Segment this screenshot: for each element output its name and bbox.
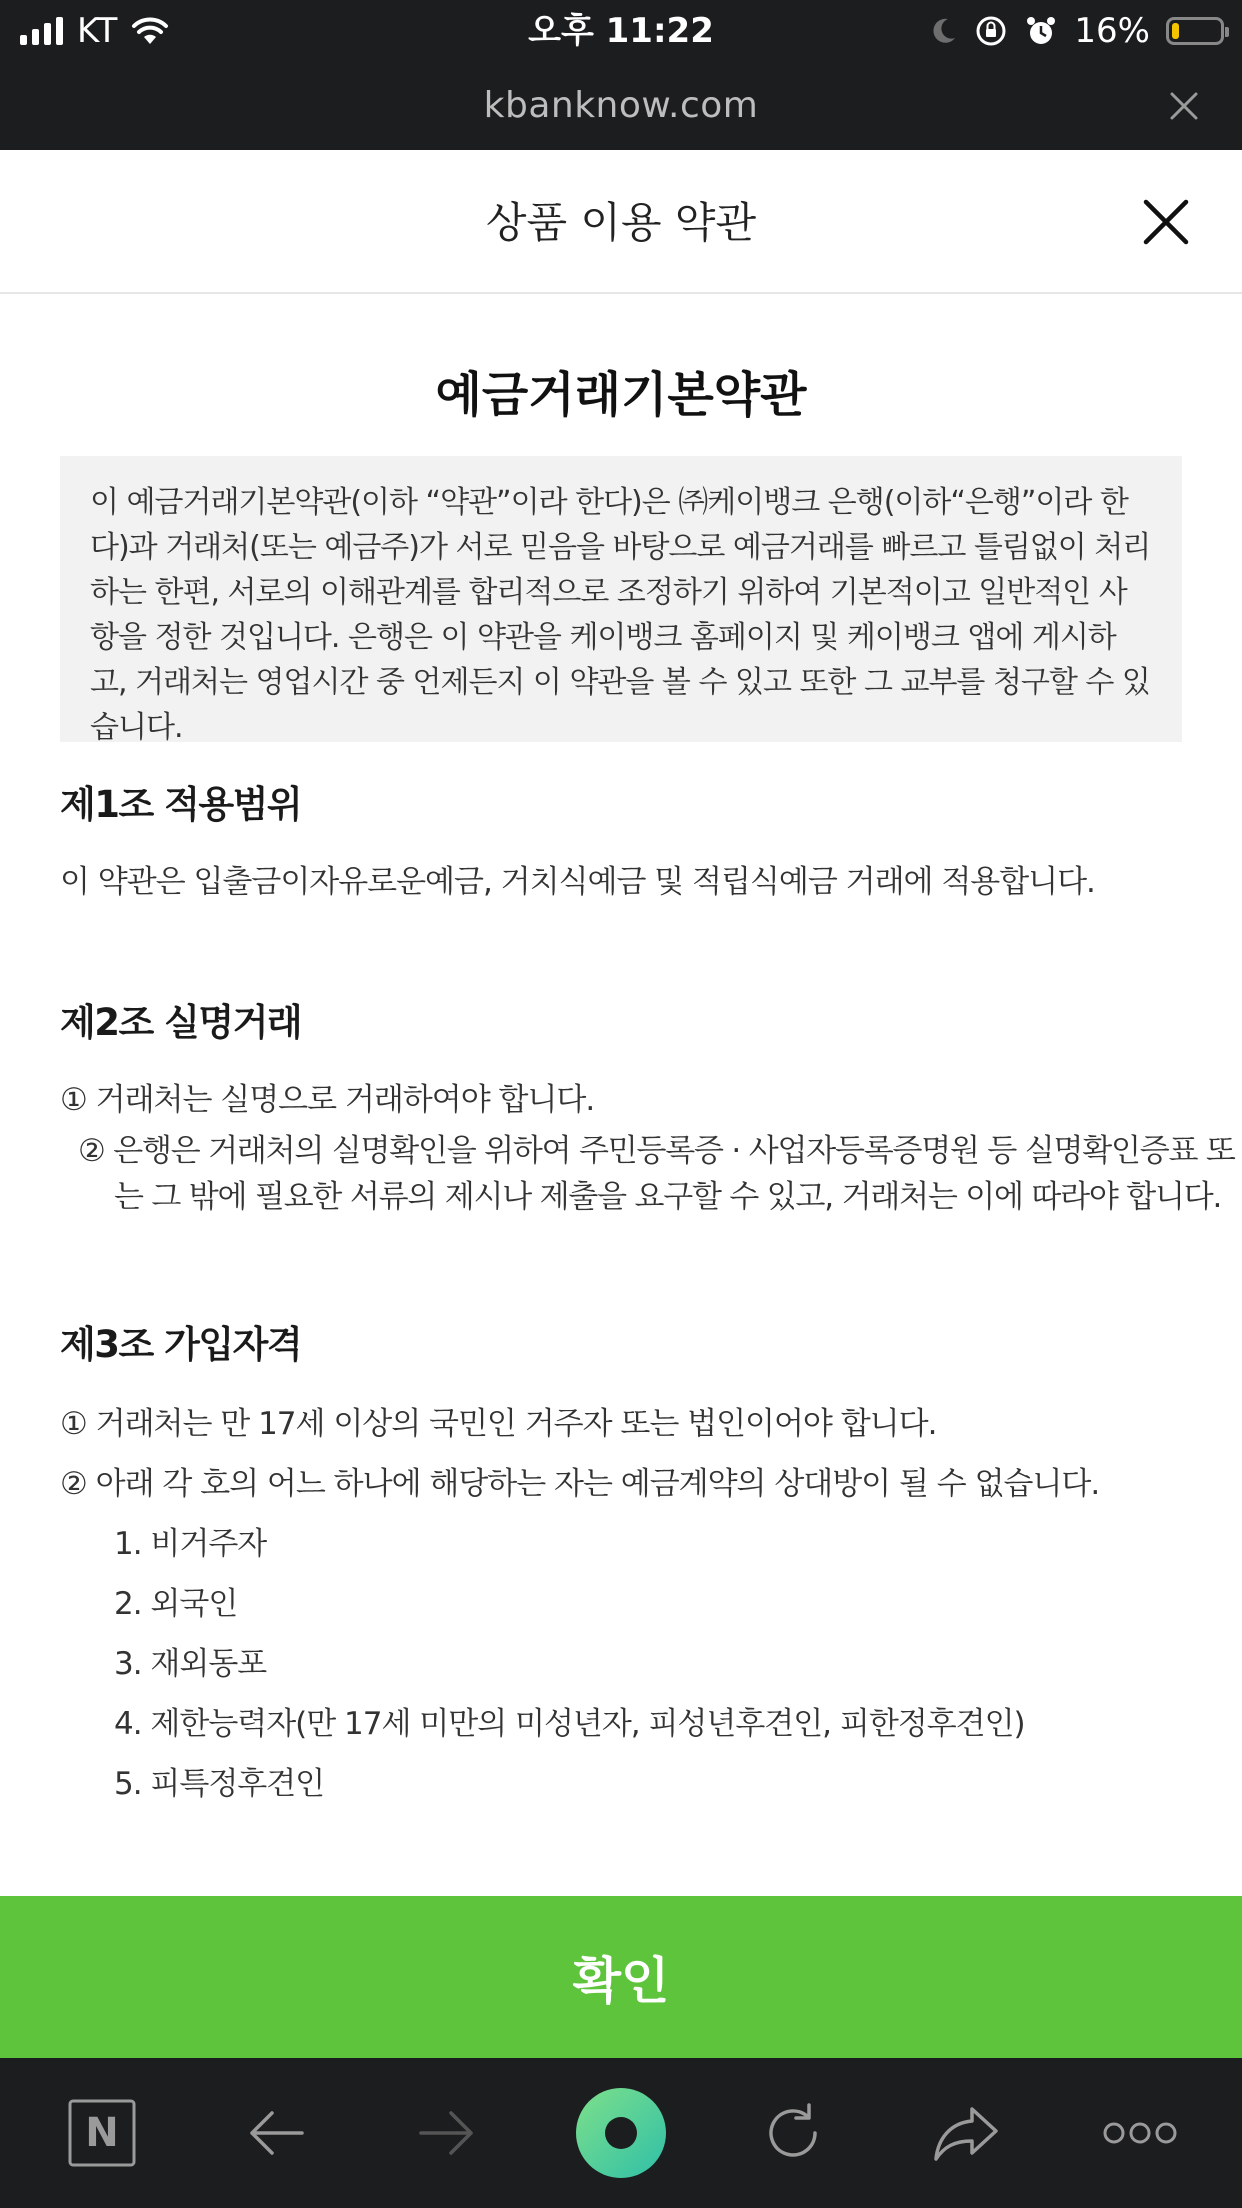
article-3-subitem-3: 3. 재외동포	[114, 1646, 267, 1682]
home-button[interactable]	[561, 2058, 681, 2208]
browser-toolbar	[0, 2058, 1242, 2208]
article-3-subitem-1: 1. 비거주자	[114, 1526, 267, 1562]
naver-n-icon	[67, 2098, 137, 2168]
back-arrow-icon	[246, 2108, 306, 2158]
modal-header	[0, 150, 1242, 294]
article-3-item-2: ② 아래 각 호의 어느 하나에 해당하는 자는 예금계약의 상대방이 될 수 없습니다.	[60, 1466, 1100, 1502]
alarm-icon	[1024, 14, 1058, 48]
url-text[interactable]: kbanknow.com	[483, 85, 759, 126]
more-button[interactable]	[1080, 2058, 1200, 2208]
status-time: 오후 11:22	[528, 11, 714, 51]
article-3-subitem-4: 4. 제한능력자(만 17세 미만의 미성년자, 피성년후견인, 피한정후견인)	[114, 1706, 1025, 1742]
article-1-title: 제1조 적용범위	[60, 783, 302, 826]
article-3-title: 제3조 가입자격	[60, 1323, 302, 1366]
document-title: 예금거래기본약관	[435, 367, 807, 423]
moon-icon	[928, 16, 958, 46]
naver-n-button[interactable]	[42, 2058, 162, 2208]
forward-button[interactable]	[387, 2058, 507, 2208]
status-bar	[0, 0, 1242, 62]
browser-url-bar	[0, 62, 1242, 150]
modal-close-icon[interactable]	[1140, 196, 1192, 248]
intro-box	[60, 456, 1182, 745]
rotation-lock-icon	[974, 14, 1008, 48]
battery-icon	[1166, 17, 1224, 45]
naver-n-label: N	[85, 2110, 119, 2156]
refresh-button[interactable]	[733, 2058, 853, 2208]
battery-fill	[1172, 23, 1179, 39]
close-icon[interactable]	[1166, 88, 1202, 124]
intro-text: 이 예금거래기본약관(이하 “약관”이라 한다)은 ㈜케이뱅크 은행(이하“은행”이라 한다)과 거래처(또는 예금주)가 서로 믿음을 바탕으로 예금거래를 빠르고 틀림없이 처리하는 한편, 서로의 이해관계를 합리적으로 조정하기 위하여 기본적이고 일반적인 사항을 정한 것입니다. 은행은 이 약관을 케이뱅크 홈페이지 및 케이뱅크 앱에 게시하고, 거래처는 영업시간 중 언제든지 이 약관을 볼 수 있고 또한 그 교부를 청구할 수 있습니다.	[90, 485, 1151, 745]
article-2-item-1: ① 거래처는 실명으로 거래하여야 합니다.	[60, 1082, 595, 1118]
article-3-item-1: ① 거래처는 만 17세 이상의 국민인 거주자 또는 법인이어야 합니다.	[60, 1406, 937, 1442]
share-button[interactable]	[907, 2058, 1027, 2208]
forward-arrow-icon	[417, 2108, 477, 2158]
back-button[interactable]	[216, 2058, 336, 2208]
article-1-text: 이 약관은 입출금이자유로운예금, 거치식예금 및 적립식예금 거래에 적용합니다.	[60, 864, 1095, 900]
share-icon	[932, 2103, 1002, 2163]
carrier-label: KT	[77, 11, 118, 51]
status-right	[928, 0, 1224, 62]
article-3-subitem-2: 2. 외국인	[114, 1586, 238, 1622]
more-icon	[1102, 2121, 1178, 2145]
home-circle-icon	[574, 2086, 668, 2180]
modal-title: 상품 이용 약관	[485, 198, 757, 247]
article-3-subitem-5: 5. 피특정후견인	[114, 1766, 325, 1802]
battery-percent: 16%	[1074, 11, 1150, 51]
article-2-title: 제2조 실명거래	[60, 1001, 302, 1044]
confirm-button[interactable]: 확인	[0, 1896, 1242, 2058]
refresh-icon	[761, 2101, 825, 2165]
article-2-item-2: ② 은행은 거래처의 실명확인을 위하여 주민등록증 · 사업자등록증명원 등 실명확인증표 또는 그 밖에 필요한 서류의 제시나 제출을 요구할 수 있고, 거래처는 이에 따라야 합니다.	[78, 1133, 1235, 1215]
